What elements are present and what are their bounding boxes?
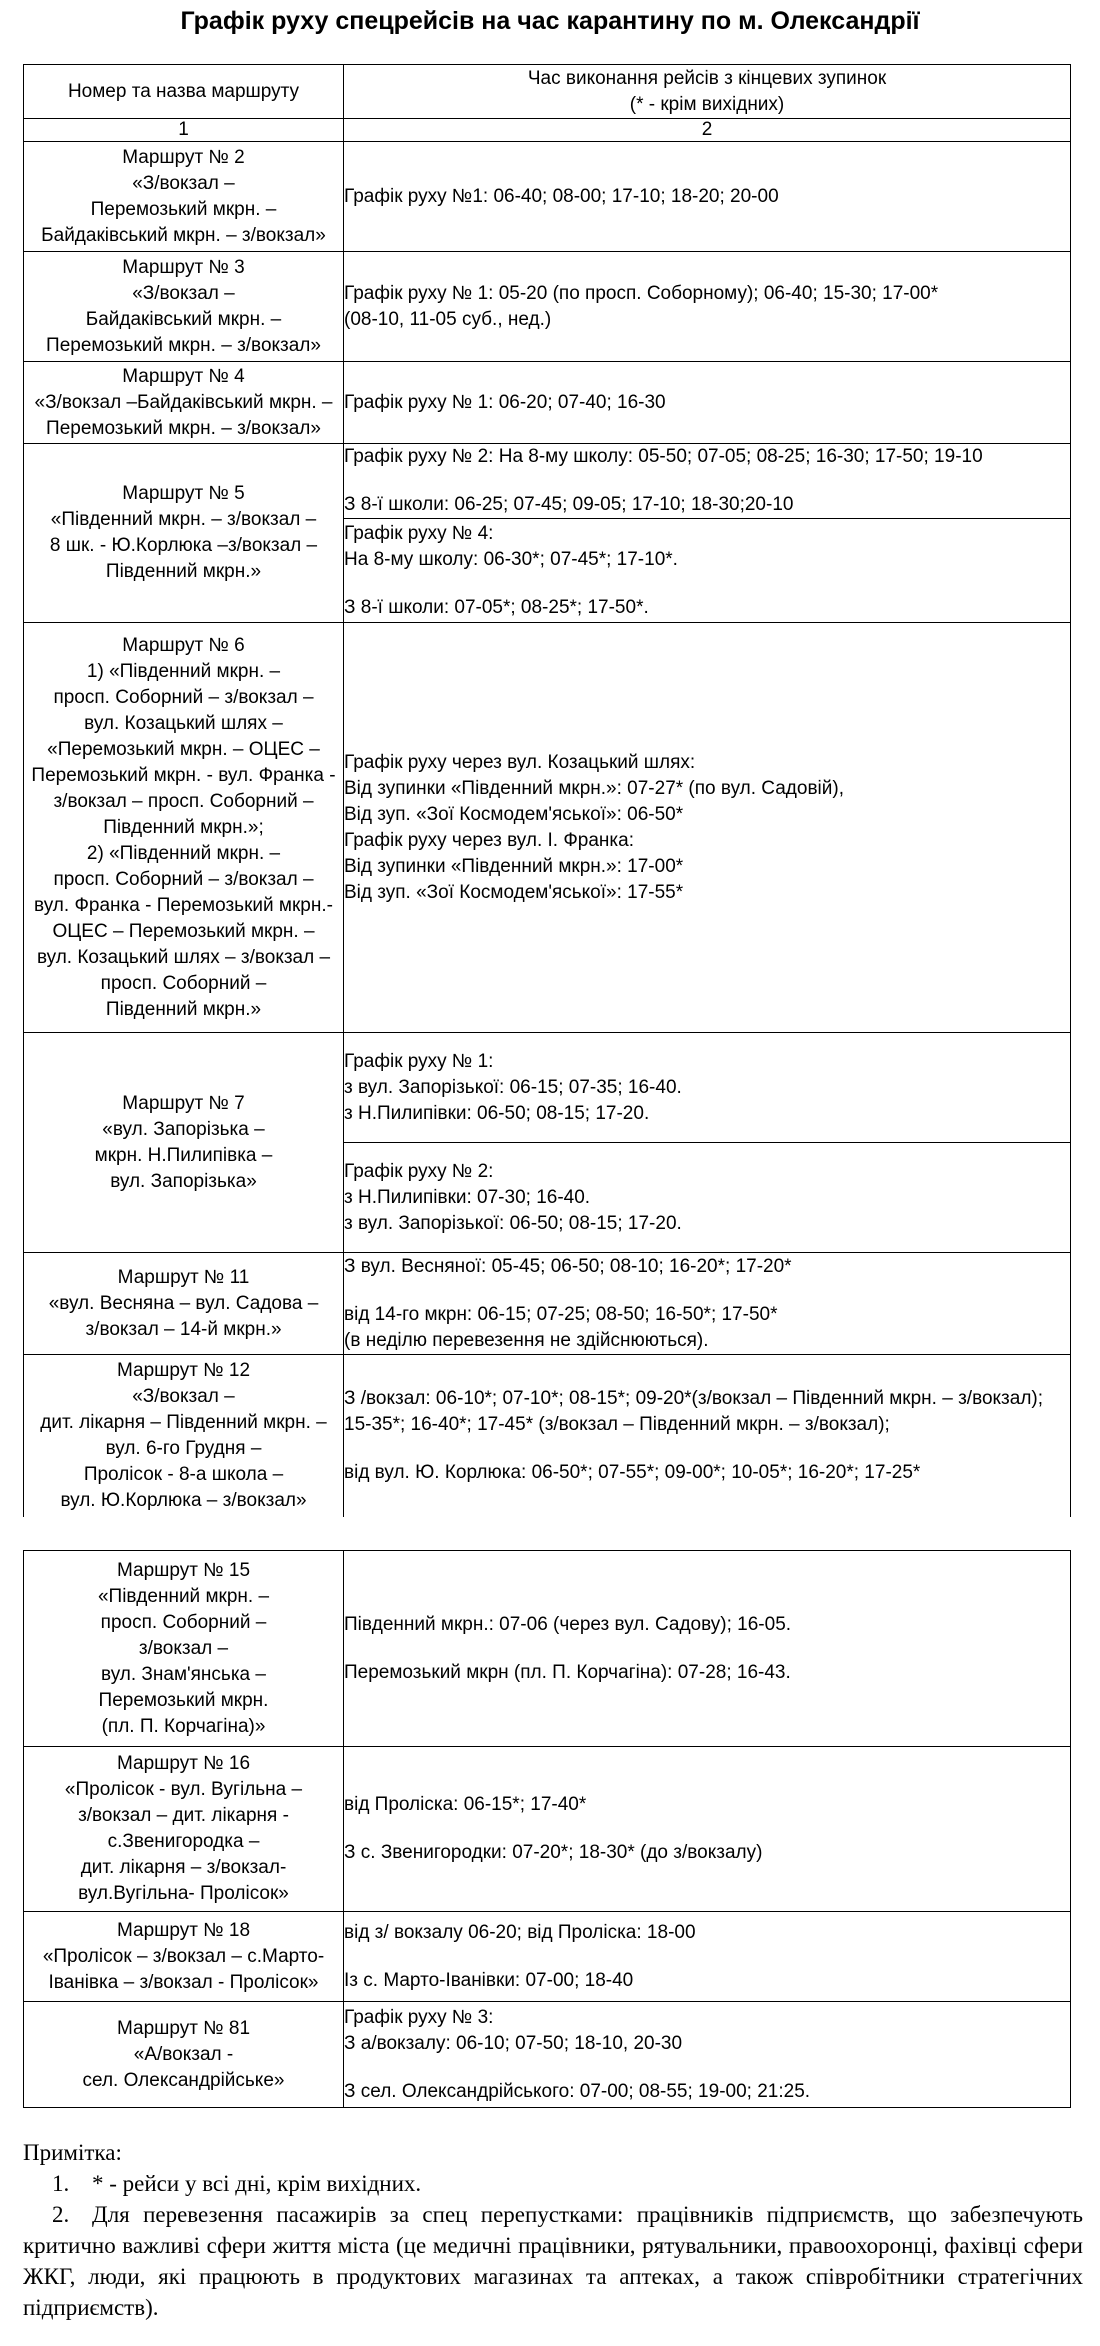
schedule-spacer — [344, 1818, 1070, 1840]
route-name-line: з/вокзал – — [138, 1637, 229, 1659]
route-name-line: Пролісок - 8-а школа – — [83, 1463, 284, 1485]
schedule-line: від з/ вокзалу 06-20; від Проліска: 18-00 — [344, 1921, 696, 1943]
schedule-cell — [344, 444, 1071, 519]
route-name-line: Південний мкрн.» — [105, 561, 262, 582]
route-name-line: Маршрут № 15 — [116, 1559, 251, 1581]
schedule-line: З вул. Весняної: 05-45; 06-50; 08-10; 16-20*; 17-20* — [344, 1255, 792, 1277]
schedule-line: (в неділю перевезення не здійснюються). — [344, 1329, 709, 1351]
route-name-line: «З/вокзал – — [132, 1385, 235, 1407]
route-name-line: Маршрут № 81 — [116, 2017, 251, 2039]
route-name-line: Маршрут № 5 — [122, 483, 245, 504]
route-row — [24, 1033, 1071, 1143]
route-name-cell — [24, 1253, 344, 1355]
table-header-row — [24, 65, 1071, 119]
route-name-line: вул. Франка - Перемозький мкрн.- — [34, 894, 333, 916]
route-name-line: 8 шк. - Ю.Корлюка –з/вокзал – — [49, 535, 318, 556]
route-row — [24, 142, 1071, 252]
route-name-line: Маршрут № 7 — [122, 1092, 245, 1114]
schedule-spacer — [344, 573, 1070, 595]
note-item-2-text: Для перевезення пасажирів за спец перепустками: працівників підприємств, що забезпечують критично важливі сфери життя міста (це медичні працівники, рятувальники, правоохоронці, фахівці сфери ЖКГ, люди, які працюють в продуктових магазинах та аптеках, а також співробітники стратегічних підприємств). — [23, 2202, 1083, 2320]
schedule-line: з Н.Пилипівки: 06-50; 08-15; 17-20. — [344, 1102, 650, 1124]
route-name-line: дит. лікарня – Південний мкрн. – — [40, 1411, 327, 1433]
schedule-cell — [344, 1912, 1071, 2002]
page-title: Графік руху спецрейсів на час карантину по м. Олександрії — [180, 7, 920, 35]
route-row — [24, 1551, 1071, 1747]
route-name-line: «Південний мкрн. – — [97, 1585, 270, 1607]
route-name-cell — [24, 142, 344, 252]
route-name-line: Іванівка – з/вокзал - Пролісок» — [48, 1971, 319, 1993]
schedule-spacer — [344, 1438, 1070, 1460]
route-name-line: Маршрут № 11 — [117, 1266, 250, 1288]
schedule-cell — [344, 2002, 1071, 2108]
schedule-line: від вул. Ю. Корлюка: 06-50*; 07-55*; 09-00*; 10-05*; 16-20*; 17-25* — [344, 1461, 921, 1483]
schedule-cell — [344, 362, 1071, 444]
route-row — [24, 1253, 1071, 1355]
notes-title: Примітка: — [23, 2140, 122, 2165]
route-name-line: просп. Соборний – з/вокзал – — [53, 686, 314, 708]
schedule-line: Південний мкрн.: 07-06 (через вул. Садову); 16-05. — [344, 1613, 792, 1635]
schedule-line: З сел. Олександрійського: 07-00; 08-55; 19-00; 21:25. — [344, 2080, 811, 2102]
route-name-line: «З/вокзал – — [132, 282, 235, 304]
route-name-line: «Пролісок – з/вокзал – с.Марто- — [42, 1945, 325, 1967]
header-time-column — [344, 65, 1071, 119]
schedule-spacer — [344, 1280, 1070, 1302]
schedule-line: З 8-ї школи: 07-05*; 08-25*; 17-50*. — [344, 596, 649, 618]
route-name-line: с.Звенигородка – — [107, 1831, 260, 1852]
route-name-line: «Перемозький мкрн. – ОЦЕС – — [47, 738, 320, 760]
schedule-line: Графік руху № 1: — [344, 1050, 494, 1072]
schedule-cell — [344, 1143, 1071, 1253]
route-name-line: дит. лікарня – з/вокзал- — [80, 1857, 287, 1878]
schedule-cell — [344, 1253, 1071, 1355]
note-item-2 — [23, 2199, 1083, 2323]
route-name-line: Перемозький мкрн. – — [90, 198, 277, 220]
schedule-line: Від зуп. «Зої Космодем'яської»: 17-55* — [344, 881, 684, 903]
route-name-line: Маршрут № 6 — [122, 634, 245, 656]
schedule-line: З /вокзал: 06-10*; 07-10*; 08-15*; 09-20*(з/вокзал – Південний мкрн. – з/вокзал); 15-35*; 16-40*; 17-45* (з/вокзал – Південний мкрн. – з/вокзал); — [344, 1387, 1044, 1435]
route-row — [24, 362, 1071, 444]
route-name-line: Байдаківський мкрн. – з/вокзал» — [41, 224, 326, 246]
schedule-line: Графік руху № 1: 05-20 (по просп. Соборному); 06-40; 15-30; 17-00* — [344, 282, 939, 304]
route-name-line: просп. Соборний – з/вокзал – — [53, 868, 314, 890]
route-name-line: Маршрут № 16 — [116, 1753, 251, 1774]
schedule-line: З а/вокзалу: 06-10; 07-50; 18-10, 20-30 — [344, 2032, 683, 2054]
route-row — [24, 1355, 1071, 1517]
schedule-line: з вул. Запорізької: 06-50; 08-15; 17-20. — [344, 1212, 682, 1234]
route-name-line: Південний мкрн.» — [105, 998, 262, 1020]
route-name-cell — [24, 1033, 344, 1253]
schedule-line: Від зупинки «Південний мкрн.»: 17-00* — [344, 855, 684, 877]
route-name-line: Південний мкрн.»; — [103, 816, 264, 838]
route-name-line: з/вокзал – просп. Соборний – — [53, 790, 314, 812]
schedule-line: Графік руху № 2: — [344, 1160, 494, 1182]
schedule-line: Графік руху № 1: 06-20; 07-40; 16-30 — [344, 391, 666, 413]
route-name-cell — [24, 362, 344, 444]
schedule-line: На 8-му школу: 06-30*; 07-45*; 17-10*. — [344, 548, 678, 570]
route-name-line: Байдаківський мкрн. – — [85, 308, 282, 330]
route-name-line: вул. Ю.Корлюка – з/вокзал» — [60, 1489, 307, 1511]
route-name-line: мкрн. Н.Пилипівка – — [94, 1144, 273, 1166]
schedule-spacer — [344, 1638, 1070, 1660]
route-row — [24, 252, 1071, 362]
schedule-line: Графік руху № 3: — [344, 2006, 494, 2028]
schedule-line: з Н.Пилипівки: 07-30; 16-40. — [344, 1186, 591, 1208]
route-name-line: Перемозький мкрн. – з/вокзал» — [46, 417, 321, 439]
schedule-line: Перемозький мкрн (пл. П. Корчагіна): 07-28; 16-43. — [344, 1661, 791, 1683]
route-name-line: «З/вокзал –Байдаківський мкрн. – — [34, 391, 333, 413]
schedule-cell — [344, 1551, 1071, 1747]
schedule-line: Графік руху через вул. І. Франка: — [344, 829, 634, 851]
route-row — [24, 1747, 1071, 1912]
schedule-line: Графік руху №1: 06-40; 08-00; 17-10; 18-20; 20-00 — [344, 185, 779, 207]
notes-section — [23, 2137, 1083, 2323]
header-time-line-2: (* - крім вихідних) — [629, 93, 785, 115]
schedule-cell — [344, 1355, 1071, 1517]
schedule-cell — [344, 623, 1071, 1033]
route-name-line: з/вокзал – 14-й мкрн.» — [85, 1318, 282, 1340]
route-name-line: вул. Запорізька» — [110, 1170, 257, 1192]
route-name-line: «Пролісок - вул. Вугільна – — [64, 1779, 303, 1800]
route-name-line: ОЦЕС – Перемозький мкрн. – — [52, 920, 315, 942]
route-name-cell — [24, 623, 344, 1033]
schedule-line: Графік руху через вул. Козацький шлях: — [344, 751, 696, 773]
schedule-spacer — [344, 1946, 1070, 1968]
note-item-1-number: 1. — [52, 2171, 70, 2196]
schedule-cell — [344, 519, 1071, 623]
route-row — [24, 1912, 1071, 2002]
schedule-cell — [344, 1747, 1071, 1912]
schedule-line: від 14-го мкрн: 06-15; 07-25; 08-50; 16-50*; 17-50* — [344, 1303, 778, 1325]
route-name-line: «вул. Весняна – вул. Садова – — [48, 1292, 319, 1314]
route-name-cell — [24, 252, 344, 362]
route-name-line: Перемозький мкрн. - вул. Франка - — [31, 764, 336, 786]
route-name-line: вул. Козацький шлях – з/вокзал – — [36, 946, 331, 968]
route-row — [24, 623, 1071, 1033]
route-name-line: Маршрут № 4 — [122, 365, 245, 387]
route-name-line: Маршрут № 2 — [122, 146, 245, 168]
column-number-2: 2 — [344, 119, 1071, 142]
route-name-line: 1) «Південний мкрн. – — [86, 660, 281, 682]
route-name-cell — [24, 1551, 344, 1747]
route-row — [24, 2002, 1071, 2108]
schedule-table-part-1 — [23, 64, 1071, 1517]
route-name-line: Перемозький мкрн. — [98, 1689, 269, 1711]
route-name-cell — [24, 2002, 344, 2108]
schedule-line: Від зуп. «Зої Космодем'яської»: 06-50* — [344, 803, 684, 825]
note-item-1-text: * - рейси у всі дні, крім вихідних. — [92, 2171, 422, 2196]
schedule-cell — [344, 252, 1071, 362]
route-name-line: «А/вокзал - — [133, 2043, 234, 2065]
route-name-line: Маршрут № 18 — [116, 1919, 251, 1941]
schedule-line: від Проліска: 06-15*; 17-40* — [344, 1794, 587, 1815]
header-route-column: Номер та назва маршруту — [24, 65, 344, 119]
schedule-line: Від зупинки «Південний мкрн.»: 07-27* (по вул. Садовій), — [344, 777, 844, 799]
note-item-2-number: 2. — [52, 2202, 70, 2227]
route-name-line: просп. Соборний – — [100, 1611, 267, 1633]
schedule-line: З 8-ї школи: 06-25; 07-45; 09-05; 17-10; 18-30;20-10 — [344, 494, 794, 515]
route-name-line: (пл. П. Корчагіна)» — [101, 1715, 266, 1737]
schedule-line: Із с. Марто-Іванівки: 07-00; 18-40 — [344, 1969, 634, 1991]
route-name-cell — [24, 1355, 344, 1517]
route-name-line: з/вокзал – дит. лікарня - — [78, 1805, 289, 1826]
schedule-table-part-2 — [23, 1550, 1071, 2108]
route-name-line: просп. Соборний – — [100, 972, 267, 994]
column-number-row — [24, 119, 1071, 142]
schedule-cell — [344, 1033, 1071, 1143]
route-name-line: сел. Олександрійське» — [82, 2069, 285, 2091]
schedule-line: Графік руху № 4: — [344, 522, 494, 544]
schedule-line: З с. Звенигородки: 07-20*; 18-30* (до з/вокзалу) — [344, 1842, 763, 1863]
route-name-cell — [24, 444, 344, 623]
route-name-line: «З/вокзал – — [132, 172, 235, 194]
note-item-1 — [23, 2168, 1083, 2199]
route-name-cell — [24, 1747, 344, 1912]
route-name-line: «Південний мкрн. – з/вокзал – — [50, 509, 317, 530]
route-name-line: вул. Знам'янська – — [101, 1663, 266, 1685]
route-name-line: Перемозький мкрн. – з/вокзал» — [46, 334, 321, 356]
schedule-spacer — [344, 2057, 1070, 2079]
route-name-line: «вул. Запорізька – — [102, 1118, 265, 1140]
route-name-line: 2) «Південний мкрн. – — [86, 842, 281, 864]
route-name-line: вул. 6-го Грудня – — [105, 1437, 262, 1459]
route-name-cell — [24, 1912, 344, 2002]
schedule-line: Графік руху № 2: На 8-му школу: 05-50; 07-05; 08-25; 16-30; 17-50; 19-10 — [344, 446, 983, 467]
route-name-line: Маршрут № 12 — [116, 1359, 251, 1381]
route-name-line: Маршрут № 3 — [122, 256, 245, 278]
route-row — [24, 444, 1071, 519]
column-number-1: 1 — [24, 119, 344, 142]
schedule-line: з вул. Запорізької: 06-15; 07-35; 16-40. — [344, 1076, 682, 1098]
route-name-line: вул. Козацький шлях – — [84, 712, 283, 734]
schedule-cell — [344, 142, 1071, 252]
route-name-line: вул.Вугільна- Пролісок» — [78, 1883, 289, 1904]
schedule-line: (08-10, 11-05 суб., нед.) — [344, 308, 552, 330]
header-time-line-1: Час виконання рейсів з кінцевих зупинок — [527, 67, 887, 89]
schedule-spacer — [344, 470, 1070, 492]
